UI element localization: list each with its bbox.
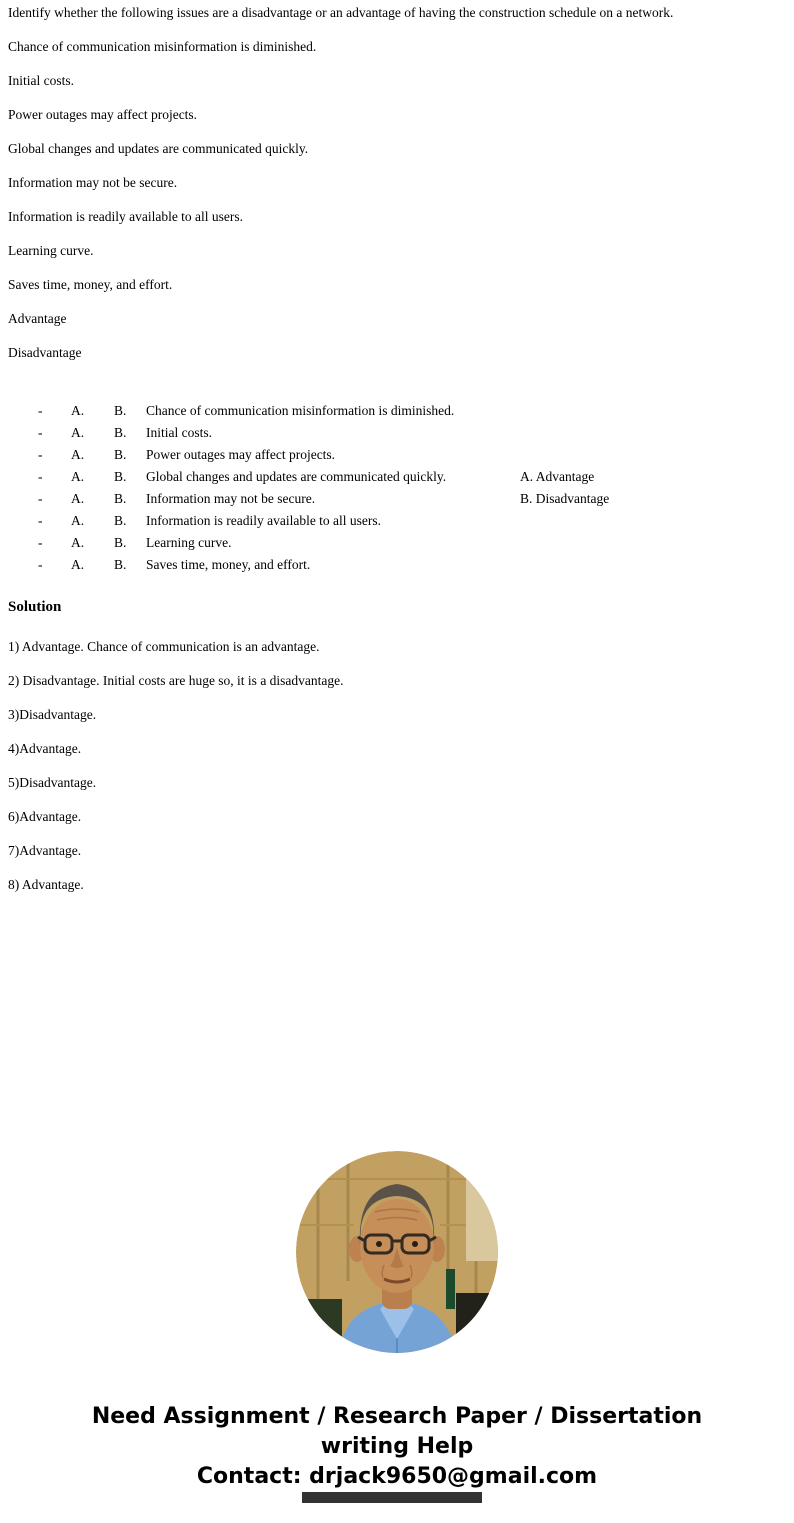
choice-dash: - bbox=[38, 513, 43, 528]
choice-item-text: Global changes and updates are communicated quickly. bbox=[146, 469, 447, 484]
solution-answer: 4)Advantage. bbox=[8, 741, 82, 756]
solution-answer: 5)Disadvantage. bbox=[8, 775, 97, 790]
choice-dash: - bbox=[38, 535, 43, 550]
choice-dash: - bbox=[38, 447, 43, 462]
solution-heading: Solution bbox=[8, 599, 62, 615]
solution-answer: 6)Advantage. bbox=[8, 809, 82, 824]
question-section bbox=[8, 4, 756, 378]
choice-item-text: Information may not be secure. bbox=[146, 491, 316, 506]
issue-item: Learning curve. bbox=[8, 243, 94, 258]
choice-item-text: Learning curve. bbox=[146, 535, 232, 550]
choice-option-b: B. bbox=[114, 403, 127, 418]
choice-answer-key: A. Advantage bbox=[520, 469, 595, 484]
footer-advert bbox=[0, 1402, 794, 1492]
choice-option-b: B. bbox=[114, 425, 127, 440]
choice-item-text: Information is readily available to all users. bbox=[146, 513, 382, 528]
choice-item-text: Initial costs. bbox=[146, 425, 212, 440]
issue-item: Saves time, money, and effort. bbox=[8, 277, 173, 292]
choice-row bbox=[0, 510, 794, 532]
solution-answer: 2) Disadvantage. Initial costs are huge so, it is a disadvantage. bbox=[8, 673, 344, 688]
question-prompt: Identify whether the following issues are a disadvantage or an advantage of having the construction schedule on a network. bbox=[8, 5, 674, 20]
choice-dash: - bbox=[38, 425, 43, 440]
choice-row bbox=[0, 400, 794, 422]
choice-row bbox=[0, 532, 794, 554]
bottom-bar bbox=[302, 1492, 482, 1503]
choice-option-a: A. bbox=[71, 447, 85, 462]
choice-option-a: A. bbox=[71, 425, 85, 440]
issue-item: Initial costs. bbox=[8, 73, 74, 88]
choice-row bbox=[0, 554, 794, 576]
footer-line-1: Need Assignment / Research Paper / Dissertation bbox=[91, 1404, 703, 1429]
choice-option-b: B. bbox=[114, 557, 127, 572]
choice-item-text: Chance of communication misinformation is diminished. bbox=[146, 403, 455, 418]
choice-item-text: Power outages may affect projects. bbox=[146, 447, 336, 462]
option-label-advantage: Advantage bbox=[8, 311, 67, 326]
choice-row bbox=[0, 422, 794, 444]
tutor-portrait-photo bbox=[296, 1151, 498, 1353]
choice-option-a: A. bbox=[71, 403, 85, 418]
choice-row bbox=[0, 488, 794, 510]
choice-option-b: B. bbox=[114, 447, 127, 462]
footer-line-2: writing Help bbox=[320, 1434, 474, 1459]
issue-item: Global changes and updates are communicated quickly. bbox=[8, 141, 309, 156]
issue-list bbox=[8, 38, 756, 293]
choice-row bbox=[0, 444, 794, 466]
solution-answer: 7)Advantage. bbox=[8, 843, 82, 858]
choice-option-a: A. bbox=[71, 469, 85, 484]
choice-dash: - bbox=[38, 557, 43, 572]
solution-answer-list bbox=[8, 638, 756, 893]
choice-dash: - bbox=[38, 403, 43, 418]
solution-section bbox=[8, 598, 756, 910]
footer-contact-email: Contact: drjack9650@gmail.com bbox=[196, 1464, 598, 1489]
solution-answer: 1) Advantage. Chance of communication is an advantage. bbox=[8, 639, 320, 654]
solution-answer: 8) Advantage. bbox=[8, 877, 84, 892]
issue-item: Information is readily available to all users. bbox=[8, 209, 244, 224]
choice-row bbox=[0, 466, 794, 488]
solution-answer: 3)Disadvantage. bbox=[8, 707, 97, 722]
choice-item-text: Saves time, money, and effort. bbox=[146, 557, 311, 572]
choice-option-b: B. bbox=[114, 469, 127, 484]
choice-option-a: A. bbox=[71, 513, 85, 528]
choice-option-a: A. bbox=[71, 535, 85, 550]
choice-list bbox=[0, 400, 794, 576]
choice-option-b: B. bbox=[114, 535, 127, 550]
choice-dash: - bbox=[38, 491, 43, 506]
issue-item: Information may not be secure. bbox=[8, 175, 178, 190]
option-label-disadvantage: Disadvantage bbox=[8, 345, 82, 360]
choice-option-a: A. bbox=[71, 491, 85, 506]
issue-item: Chance of communication misinformation is diminished. bbox=[8, 39, 317, 54]
choice-dash: - bbox=[38, 469, 43, 484]
choice-option-b: B. bbox=[114, 491, 127, 506]
issue-item: Power outages may affect projects. bbox=[8, 107, 198, 122]
choice-option-b: B. bbox=[114, 513, 127, 528]
choice-option-a: A. bbox=[71, 557, 85, 572]
choice-answer-key: B. Disadvantage bbox=[520, 491, 610, 506]
tutor-portrait-illustration bbox=[296, 1151, 498, 1353]
